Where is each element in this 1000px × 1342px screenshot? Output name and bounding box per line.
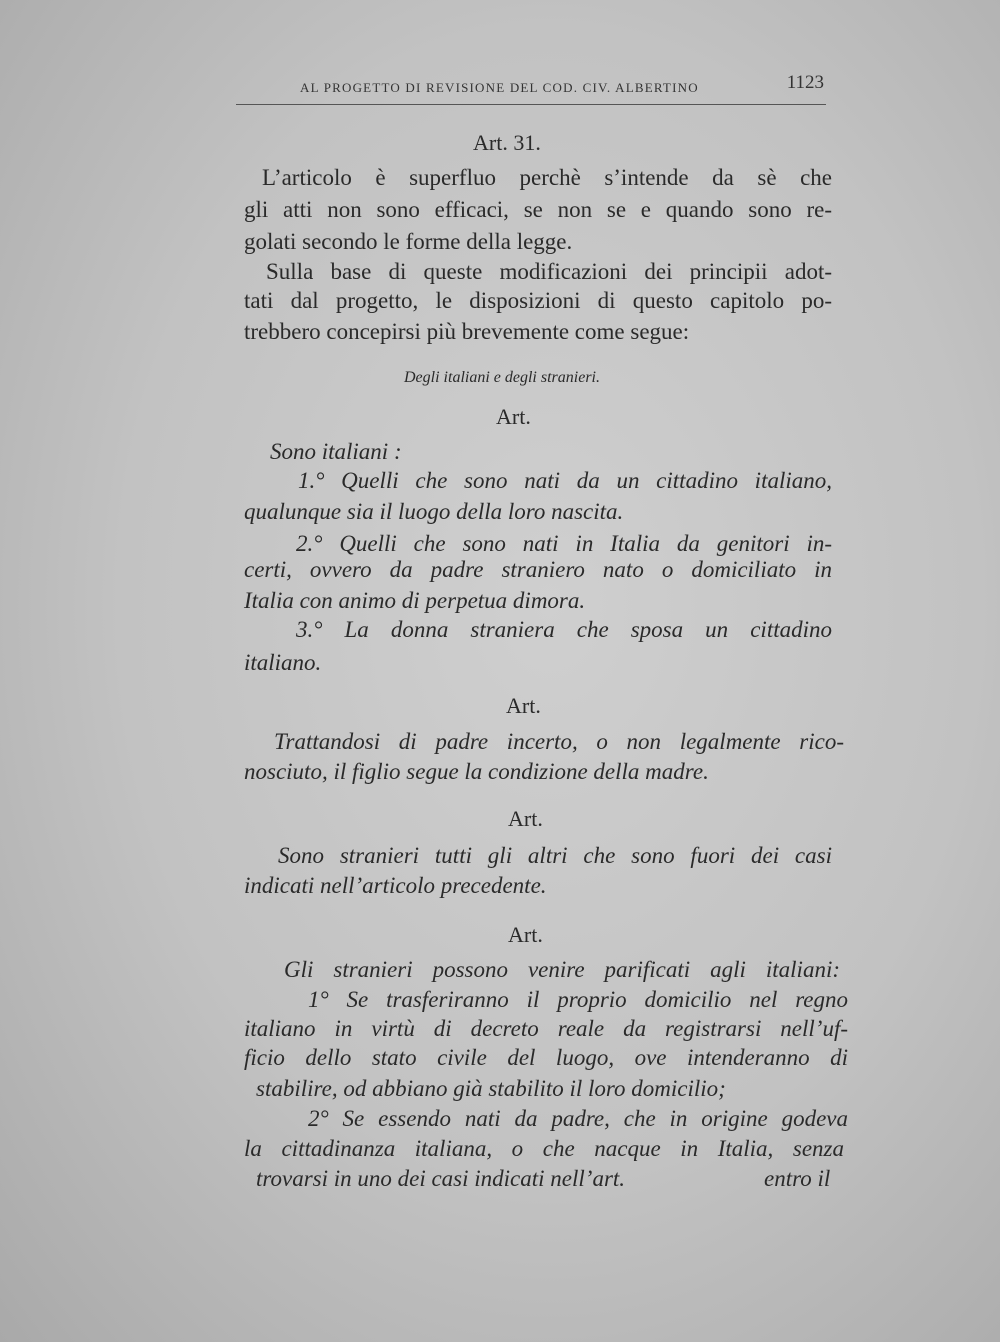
paragraph-line: 2° Se essendo nati da padre, che in origine godeva: [308, 1106, 848, 1131]
paragraph-line: golati secondo le forme della legge.: [244, 229, 573, 254]
paragraph-line: tati dal progetto, le disposizioni di questo capitolo po-: [244, 288, 832, 313]
article-heading: Art.: [508, 922, 543, 947]
paragraph-line: Trattandosi di padre incerto, o non legalmente rico-: [274, 729, 844, 754]
header-rule: [236, 104, 826, 105]
paragraph-line: Sulla base di queste modificazioni dei principii adot-: [266, 259, 832, 284]
article-heading: Art.: [506, 693, 541, 718]
paragraph-line: indicati nell’articolo precedente.: [244, 873, 547, 898]
paragraph-line: 2.° Quelli che sono nati in Italia da genitori in-: [296, 531, 832, 556]
paragraph-line: 3.° La donna straniera che sposa un cittadino: [296, 617, 832, 642]
paragraph-line: la cittadinanza italiana, o che nacque in Italia, senza: [244, 1136, 844, 1161]
paragraph-line: 1° Se trasferiranno il proprio domicilio nel regno: [308, 987, 848, 1012]
paragraph-line: Sono italiani :: [270, 439, 402, 464]
paragraph-line: qualunque sia il luogo della loro nascita.: [244, 499, 624, 524]
paragraph-line: gli atti non sono efficaci, se non se e quando sono re-: [244, 197, 832, 222]
paragraph-line: Italia con animo di perpetua dimora.: [244, 588, 586, 613]
article-heading: Art.: [496, 404, 531, 429]
paragraph-line: L’articolo è superfluo perchè s’intende da sè che: [262, 165, 832, 190]
paragraph-line: stabilire, od abbiano già stabilito il loro domicilio;: [256, 1076, 726, 1101]
running-title: AL PROGETTO DI REVISIONE DEL COD. CIV. ALBERTINO: [300, 80, 699, 95]
section-heading: Degli italiani e degli stranieri.: [404, 369, 600, 386]
paragraph-line: 1.° Quelli che sono nati da un cittadino italiano,: [298, 468, 832, 493]
paragraph-line: trovarsi in uno dei casi indicati nell’art.: [256, 1166, 626, 1191]
paragraph-line: nosciuto, il figlio segue la condizione della madre.: [244, 759, 709, 784]
paragraph-line: trebbero concepirsi più brevemente come segue:: [244, 319, 690, 344]
paragraph-line: italiano.: [244, 650, 322, 675]
paragraph-line: Gli stranieri possono venire parificati agli italiani:: [284, 957, 840, 982]
article-heading-31: Art. 31.: [473, 130, 541, 155]
article-heading: Art.: [508, 806, 543, 831]
page-header: [236, 72, 830, 106]
page-number: 1123: [786, 72, 824, 93]
paragraph-line: Sono stranieri tutti gli altri che sono fuori dei casi: [278, 843, 832, 868]
paragraph-line: italiano in virtù di decreto reale da registrarsi nell’uf-: [244, 1016, 848, 1041]
paragraph-line-end: entro il: [764, 1166, 831, 1191]
paragraph-line: ficio dello stato civile del luogo, ove intenderanno di: [244, 1045, 848, 1070]
paragraph-line: certi, ovvero da padre straniero nato o domiciliato in: [244, 557, 832, 582]
